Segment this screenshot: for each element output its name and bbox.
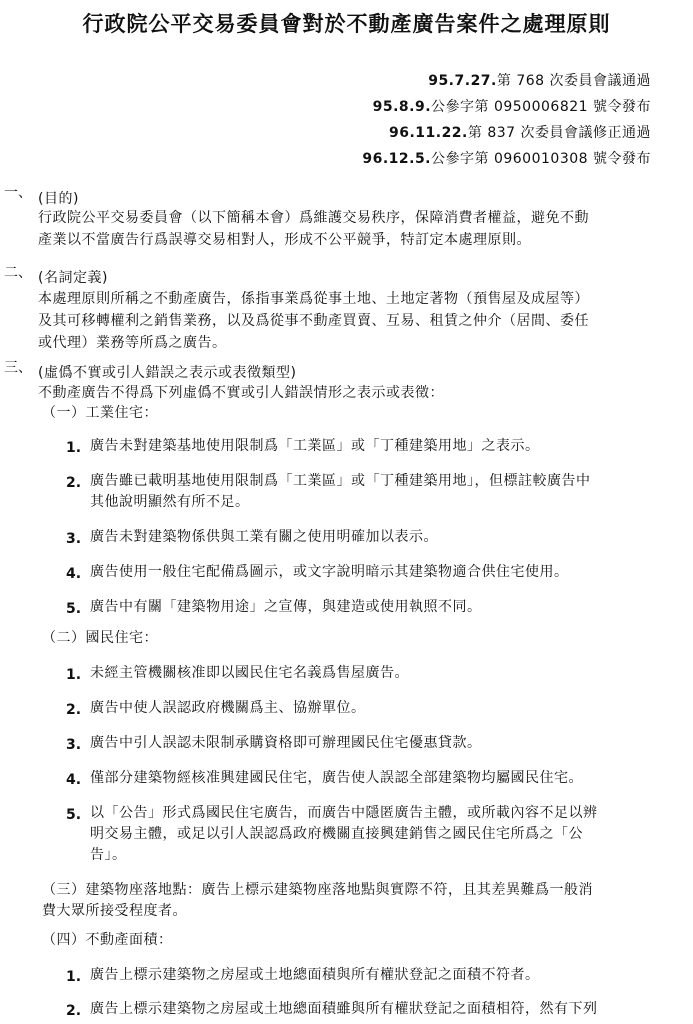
item-text: 其他說明顯然有所不足。 (90, 494, 250, 510)
history-line: 96.11.22.第 837 次委員會議修正通過 (388, 125, 651, 141)
subsection-4-label: （四）不動產面積： (42, 932, 173, 948)
item-number: 1. (66, 667, 82, 683)
item-text: 僅部分建築物經核准興建國民住宅，廣告使人誤認全部建築物均屬國民住宅。 (90, 770, 583, 786)
item-text: 廣告雖已載明基地使用限制爲「工業區」或「丁種建築用地」，但標註較廣告中 (90, 473, 591, 489)
item-text: 廣告中引人誤認未限制承購資格即可辦理國民住宅優惠貸款。 (90, 735, 482, 751)
item-number: 5. (66, 601, 82, 617)
section-1-line: 行政院公平交易委員會（以下簡稱本會）爲維護交易秩序，保障消費者權益，避免不動 (38, 210, 589, 226)
history-line: 95.7.27.第 768 次委員會議通過 (428, 73, 651, 89)
item-text: 廣告中使人誤認政府機關爲主、協辦單位。 (90, 700, 366, 716)
item-text: 以「公告」形式爲國民住宅廣告，而廣告中隱匿廣告主體，或所載內容不足以辨 (90, 805, 598, 821)
section-3-heading: (虛僞不實或引人錯誤之表示或表徵類型) (38, 365, 297, 381)
history-line: 95.8.9.公參字第 0950006821 號令發布 (372, 99, 651, 115)
item-text: 未經主管機關核准即以國民住宅名義爲售屋廣告。 (90, 665, 409, 681)
subsection-1-label: （一）工業住宅： (42, 405, 158, 421)
section-1-line: 產業以不當廣告行爲誤導交易相對人，形成不公平競爭，特訂定本處理原則。 (38, 232, 531, 248)
item-text: 明交易主體，或足以引人誤認爲政府機關直接興建銷售之國民住宅所爲之「公 (90, 826, 583, 842)
item-text: 告」。 (90, 847, 127, 863)
item-text: 廣告上標示建築物之房屋或土地總面積雖與所有權狀登記之面積相符，然有下列 (90, 1001, 598, 1017)
section-3-marker: 三、 (4, 360, 32, 376)
page-title: 行政院公平交易委員會對於不動產廣告案件之處理原則 (82, 12, 611, 36)
item-number: 4. (66, 772, 82, 788)
history-line: 96.12.5.公參字第 0960010308 號令發布 (362, 151, 651, 167)
section-2-marker: 二、 (4, 265, 32, 281)
subsection-3-line: 費大眾所接受程度者。 (42, 903, 187, 919)
item-number: 2. (66, 475, 82, 491)
item-number: 5. (66, 807, 82, 823)
section-1-heading: (目的) (38, 191, 79, 207)
section-2-line: 及其可移轉權利之銷售業務，以及爲從事不動產買賣、互易、租賃之仲介（居間、委任 (38, 313, 589, 329)
subsection-3-line: （三）建築物座落地點：廣告上標示建築物座落地點與實際不符，且其差異難爲一般消 (42, 882, 593, 898)
item-text: 廣告未對建築基地使用限制爲「工業區」或「丁種建築用地」之表示。 (90, 438, 540, 454)
section-2-line: 本處理原則所稱之不動產廣告，係指事業爲從事土地、土地定著物（預售屋及成屋等） (38, 291, 589, 307)
item-text: 廣告上標示建築物之房屋或土地總面積與所有權狀登記之面積不符者。 (90, 967, 540, 983)
item-number: 1. (66, 969, 82, 985)
item-number: 3. (66, 531, 82, 547)
section-2-heading: (名詞定義) (38, 270, 108, 286)
section-1-marker: 一、 (4, 185, 32, 201)
item-number: 3. (66, 737, 82, 753)
item-number: 2. (66, 702, 82, 718)
item-number: 1. (66, 440, 82, 456)
item-text: 廣告未對建築物係供與工業有關之使用明確加以表示。 (90, 529, 438, 545)
item-text: 廣告使用一般住宅配備爲圖示，或文字說明暗示其建築物適合供住宅使用。 (90, 564, 569, 580)
item-number: 4. (66, 566, 82, 582)
section-3-intro: 不動產廣告不得爲下列虛僞不實或引人錯誤情形之表示或表徵： (38, 385, 444, 401)
item-text: 廣告中有關「建築物用途」之宣傳，與建造或使用執照不同。 (90, 599, 482, 615)
section-2-line: 或代理）業務等所爲之廣告。 (38, 335, 227, 351)
item-number: 2. (66, 1003, 82, 1019)
subsection-2-label: （二）國民住宅： (42, 630, 158, 646)
